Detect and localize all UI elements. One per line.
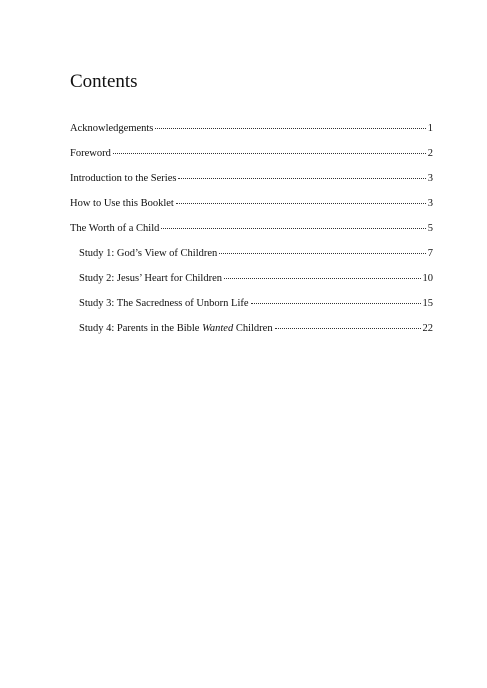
- toc-entry-acknowledgements[interactable]: [70, 122, 433, 147]
- toc-entry-label: The Worth of a Child: [70, 223, 160, 234]
- toc-entry-label: Study 3: The Sacredness of Unborn Life: [79, 298, 249, 309]
- toc-entry-label: Study 1: God’s View of Children: [79, 248, 218, 259]
- table-of-contents: [70, 122, 433, 347]
- toc-entry-label: Introduction to the Series: [70, 173, 177, 184]
- toc-entry-study-2[interactable]: [70, 272, 433, 297]
- toc-dot-leader: [178, 178, 425, 179]
- toc-label-text: Children: [233, 323, 273, 334]
- toc-entry-study-4[interactable]: [70, 322, 433, 347]
- toc-dot-leader: [219, 253, 425, 254]
- toc-label-emphasis: Wanted: [202, 323, 234, 334]
- toc-dot-leader: [176, 203, 426, 204]
- toc-page-number: 2: [427, 148, 433, 159]
- toc-page-number: 7: [427, 248, 433, 259]
- toc-entry-study-1[interactable]: [70, 247, 433, 272]
- toc-dot-leader: [275, 328, 421, 329]
- toc-entry-introduction[interactable]: [70, 172, 433, 197]
- toc-dot-leader: [224, 278, 421, 279]
- toc-page-number: 3: [427, 198, 433, 209]
- toc-entry-label: Acknowledgements: [70, 123, 154, 134]
- page-title: Contents: [70, 71, 138, 92]
- toc-dot-leader: [251, 303, 421, 304]
- toc-dot-leader: [113, 153, 426, 154]
- toc-page-number: 15: [422, 298, 433, 309]
- toc-entry-label: Study 2: Jesus’ Heart for Children: [79, 273, 222, 284]
- toc-page-number: 1: [427, 123, 433, 134]
- toc-page-number: 10: [422, 273, 433, 284]
- toc-entry-worth-of-a-child[interactable]: [70, 222, 433, 247]
- toc-label-text: Study 4: Parents in the Bible: [79, 323, 203, 334]
- toc-dot-leader: [155, 128, 425, 129]
- toc-entry-foreword[interactable]: [70, 147, 433, 172]
- toc-entry-how-to-use[interactable]: [70, 197, 433, 222]
- toc-dot-leader: [161, 228, 425, 229]
- toc-page-number: 5: [427, 223, 433, 234]
- toc-entry-label: How to Use this Booklet: [70, 198, 174, 209]
- toc-entry-label: Foreword: [70, 148, 111, 159]
- toc-entry-study-3[interactable]: [70, 297, 433, 322]
- toc-page-number: 22: [422, 323, 433, 334]
- toc-entry-label: [79, 322, 273, 336]
- toc-page-number: 3: [427, 173, 433, 184]
